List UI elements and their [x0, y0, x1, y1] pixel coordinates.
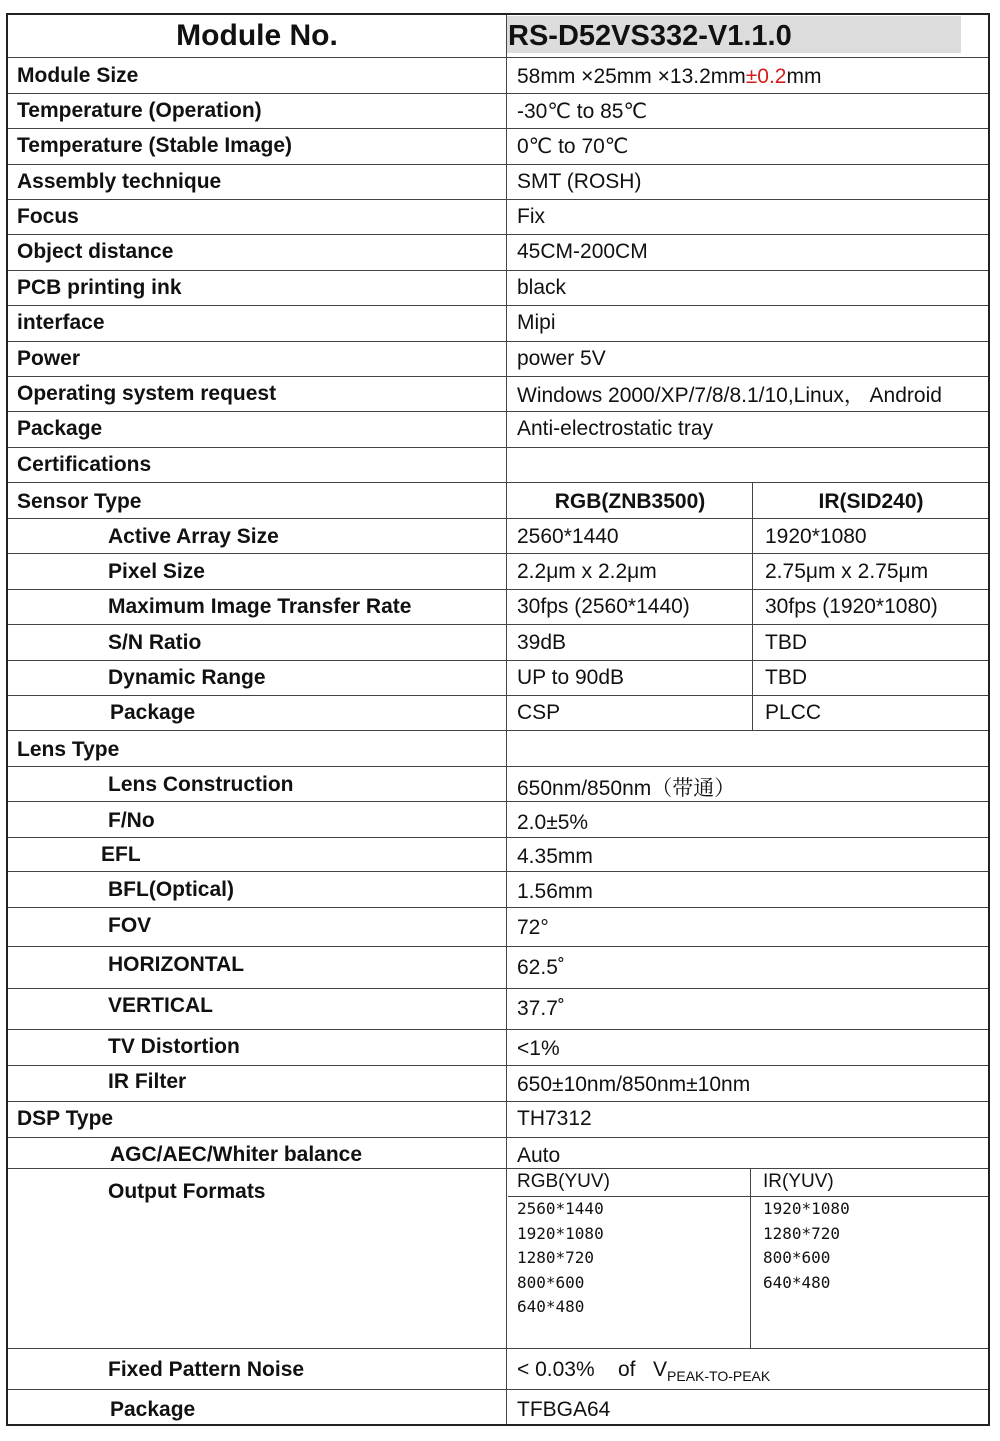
lens-row-value: 1.56mm [517, 880, 593, 903]
module-size-unit: mm [786, 65, 822, 88]
rgb-format-item: 2560*1440 [517, 1199, 604, 1218]
lens-row-label: EFL [101, 843, 141, 866]
sensor-rgb-value: 39dB [517, 631, 567, 654]
sensor-rgb-value: UP to 90dB [517, 666, 625, 689]
package-bottom-value: TFBGA64 [517, 1398, 611, 1421]
output-rgb-formats [517, 1197, 604, 1320]
output-ir-formats [763, 1197, 850, 1295]
lens-row-label: F/No [108, 809, 155, 832]
fpn-value [517, 1353, 770, 1387]
spec-label: Package [17, 417, 103, 440]
sensor-row-label: Package [110, 701, 196, 724]
row-divider [8, 695, 988, 696]
sensor-row-label: Dynamic Range [108, 666, 266, 689]
row-divider [8, 624, 988, 625]
lens-row-value: 72° [517, 916, 549, 939]
row-divider [8, 946, 988, 947]
row-divider [8, 1348, 988, 1349]
lens-row-value: 650nm/850nm（带通） [517, 777, 736, 800]
row-divider [8, 1101, 988, 1102]
row-divider [8, 837, 988, 838]
row-divider [508, 1196, 988, 1197]
sensor-type-label: Sensor Type [17, 490, 142, 513]
ir-format-item: 1920*1080 [763, 1199, 850, 1218]
package-bottom-label: Package [110, 1398, 196, 1421]
sensor-ir-value: 1920*1080 [765, 525, 867, 548]
row-divider [8, 988, 988, 989]
agc-label: AGC/AEC/Whiter balance [110, 1143, 363, 1166]
row-divider [8, 730, 988, 731]
row-divider [8, 660, 988, 661]
row-divider [8, 1029, 988, 1030]
row-divider [8, 766, 988, 767]
sensor-rgb-value: 2560*1440 [517, 525, 619, 548]
sensor-rgb-value: CSP [517, 701, 561, 724]
lens-row-value: 37.7˚ [517, 997, 565, 1020]
agc-value: Auto [517, 1144, 561, 1167]
sensor-row-label: Maximum Image Transfer Rate [108, 595, 412, 618]
module-size-value [517, 61, 821, 93]
row-divider [8, 907, 988, 908]
header-label: Module No. [176, 19, 338, 52]
module-number: RS-D52VS332-V1.1.0 [508, 19, 792, 52]
row-divider [8, 93, 988, 94]
sensor-row-label: Active Array Size [108, 525, 279, 548]
row-divider [8, 1065, 988, 1066]
row-divider [8, 801, 988, 802]
module-size-dimensions: 58mm ×25mm ×13.2mm [517, 65, 746, 88]
sensor-ir-header: IR(SID240) [818, 490, 924, 513]
ir-format-item: 800*600 [763, 1248, 831, 1267]
fpn-value-main: < 0.03% of V [517, 1358, 668, 1381]
ir-format-item: 640*480 [763, 1272, 831, 1292]
lens-row-label: FOV [108, 914, 152, 937]
dsp-type-value: TH7312 [517, 1107, 592, 1130]
row-divider [8, 128, 988, 129]
sensor-row-label: Pixel Size [108, 560, 205, 583]
sensor-ir-value: PLCC [765, 701, 822, 724]
row-divider [8, 341, 988, 342]
row-divider [8, 411, 988, 412]
ir-format-item: 1280*720 [763, 1223, 841, 1243]
row-divider [8, 270, 988, 271]
spec-label: Power [17, 347, 81, 370]
sensor-row-label: S/N Ratio [108, 631, 202, 654]
lens-row-value: 650±10nm/850nm±10nm [517, 1073, 751, 1096]
spec-value: -30℃ to 85℃ [517, 99, 648, 123]
lens-row-label: TV Distortion [108, 1035, 240, 1058]
output-rgb-header: RGB(YUV) [517, 1171, 610, 1192]
spec-label: interface [17, 311, 105, 334]
row-divider [8, 1168, 988, 1169]
row-divider [8, 553, 988, 554]
column-divider [506, 15, 507, 1424]
lens-row-label: HORIZONTAL [108, 953, 245, 976]
spec-label: Focus [17, 205, 79, 228]
row-divider [8, 1137, 988, 1138]
spec-value: Anti-electrostatic tray [517, 417, 714, 440]
row-divider [8, 589, 988, 590]
lens-row-label: VERTICAL [108, 994, 213, 1017]
row-divider [8, 518, 988, 519]
dsp-type-label: DSP Type [17, 1107, 114, 1130]
spec-label: Object distance [17, 240, 174, 263]
row-divider [8, 164, 988, 165]
spec-label: PCB printing ink [17, 276, 182, 299]
fpn-label: Fixed Pattern Noise [108, 1358, 305, 1381]
spec-label: Temperature (Operation) [17, 99, 262, 122]
sensor-rgb-value: 2.2μm x 2.2μm [517, 560, 657, 583]
row-divider [8, 234, 988, 235]
lens-row-label: Lens Construction [108, 773, 294, 796]
spec-value: black [517, 276, 567, 299]
spec-label: Temperature (Stable Image) [17, 134, 293, 157]
spec-label: Assembly technique [17, 170, 222, 193]
row-divider [8, 1389, 988, 1390]
lens-row-label: IR Filter [108, 1070, 187, 1093]
spec-label: Operating system request [17, 382, 277, 405]
column-divider [750, 1168, 751, 1348]
output-formats-label: Output Formats [108, 1180, 266, 1203]
row-divider [8, 199, 988, 200]
lens-row-value: 4.35mm [517, 845, 593, 868]
spec-value: Windows 2000/XP/7/8/8.1/10,Linux， Android [517, 384, 942, 407]
spec-value: 0℃ to 70℃ [517, 134, 629, 158]
lens-row-label: BFL(Optical) [108, 878, 234, 901]
sensor-ir-value: TBD [765, 666, 807, 689]
sensor-rgb-header: RGB(ZNB3500) [554, 490, 706, 513]
spec-value: SMT (ROSH) [517, 170, 642, 193]
module-size-tolerance: ±0.2 [745, 65, 787, 88]
sensor-ir-value: TBD [765, 631, 807, 654]
row-divider [8, 305, 988, 306]
rgb-format-item: 1920*1080 [517, 1223, 604, 1243]
row-divider [8, 376, 988, 377]
row-divider [8, 482, 988, 483]
spec-value: power 5V [517, 347, 606, 370]
spec-value: Mipi [517, 311, 556, 334]
sensor-ir-value: 30fps (1920*1080) [765, 595, 938, 618]
column-divider [752, 482, 753, 730]
rgb-format-item: 800*600 [517, 1272, 585, 1292]
fpn-value-subscript: PEAK-TO-PEAK [667, 1368, 771, 1384]
sensor-rgb-value: 30fps (2560*1440) [517, 595, 690, 618]
sensor-ir-value: 2.75μm x 2.75μm [765, 560, 929, 583]
output-ir-header: IR(YUV) [763, 1171, 834, 1192]
rgb-format-item: 640*480 [517, 1297, 585, 1316]
module-size-label: Module Size [17, 64, 139, 87]
lens-row-value: <1% [517, 1037, 560, 1060]
rgb-format-item: 1280*720 [517, 1248, 595, 1267]
lens-type-label: Lens Type [17, 738, 120, 761]
lens-row-value: 62.5˚ [517, 956, 565, 979]
spec-value: 45CM-200CM [517, 240, 648, 263]
row-divider [8, 871, 988, 872]
lens-row-value: 2.0±5% [517, 811, 589, 834]
row-divider [8, 57, 988, 58]
row-divider [8, 447, 988, 448]
spec-label: Certifications [17, 453, 152, 476]
spec-value: Fix [517, 205, 545, 228]
